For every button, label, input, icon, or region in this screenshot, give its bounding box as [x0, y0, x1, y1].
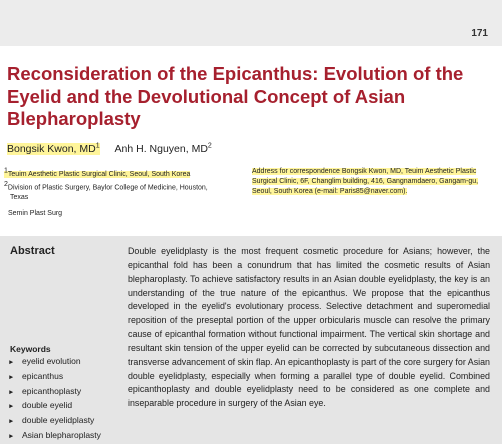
keyword-item: ► eyelid evolution — [8, 355, 101, 370]
page-number: 171 — [471, 28, 488, 39]
bullet-arrow-icon: ► — [8, 373, 15, 381]
bullet-arrow-icon: ► — [8, 432, 15, 440]
article-title: Reconsideration of the Epicanthus: Evolution of the Eyelid and the Devolutional Concept of Asian Blepharoplasty — [7, 63, 464, 129]
author-1-name: Bongsik Kwon, MD — [7, 142, 96, 155]
keyword-item: ► epicanthus — [8, 370, 101, 385]
bullet-arrow-icon: ► — [8, 418, 15, 426]
affiliation-2-cont: Texas — [10, 193, 29, 201]
author-2-sup: 2 — [207, 142, 212, 149]
page-header-bar — [0, 0, 502, 46]
author-2-name: Anh H. Nguyen, MD — [114, 142, 208, 155]
affiliation-2 — [4, 180, 244, 193]
keywords-heading: Keywords — [10, 344, 51, 354]
affiliation-1-sup: 1 — [4, 168, 8, 175]
affiliation-1-text: Teuim Aesthetic Plastic Surgical Clinic, Seoul, South Korea — [7, 171, 191, 179]
author-line — [7, 142, 212, 155]
abstract-text: Double eyelidplasty is the most frequent cosmetic procedure for Asians; however, the epicanthal fold has been a conundrum that has limited the cosmetic results of Asian blepharoplasty. To achieve satisfactory results in an Asian double eyelidplasty, the key is an understanding of the true nature of the epicanthus. We propose that the epicanthus developed in the eyelid's evolutionary process. Selective detachment and superomedial reposition of the preseptal portion of the upper orbicularis muscle can resolve the primary cause of epicanthal formation without functional impairment. The vertical skin shortage and resultant skin tension of the upper eyelid can be corrected by subcutaneous dissection and transverse advancement of skin flap. An epicanthoplasty is part of the core surgery for Asian double eyelidplasty, especially when forming a parallel type of double eyelid. Combined epicanthoplasty and double eyelidplasty need to be considered as one complete and inseparable procedure in surgery of the Asian eye. — [128, 246, 490, 409]
bullet-arrow-icon: ► — [8, 388, 15, 396]
author-2 — [115, 143, 212, 155]
keyword-item: ► double eyelid — [8, 399, 101, 414]
keyword-item: ► double eyelidplasty — [8, 414, 101, 429]
correspondence — [252, 167, 497, 197]
affiliation-1 — [4, 167, 244, 180]
author-1 — [7, 143, 100, 155]
affiliation-2-text: Division of Plastic Surgery, Baylor College of Medicine, Houston, — [7, 184, 208, 192]
bullet-arrow-icon: ► — [8, 359, 15, 366]
affiliations — [4, 167, 244, 202]
abstract-heading: Abstract — [10, 245, 55, 257]
journal-name: Semin Plast Surg — [8, 210, 63, 217]
bullet-arrow-icon: ► — [8, 403, 15, 411]
keywords-list — [8, 355, 101, 444]
affiliation-2-sup: 2 — [4, 180, 8, 188]
author-1-sup: 1 — [95, 142, 100, 149]
keyword-item: ► Asian blepharoplasty — [8, 429, 101, 444]
keyword-item: ► epicanthoplasty — [8, 385, 101, 400]
correspondence-text: Address for correspondence Bongsik Kwon, MD, Teuim Aesthetic Plastic Surgical Clinic, 6F, Changlim building, 416, Gangnamdaero, Gangam-gu, Seoul, South Korea (e-mail: Paris85@naver.com). — [252, 168, 479, 195]
